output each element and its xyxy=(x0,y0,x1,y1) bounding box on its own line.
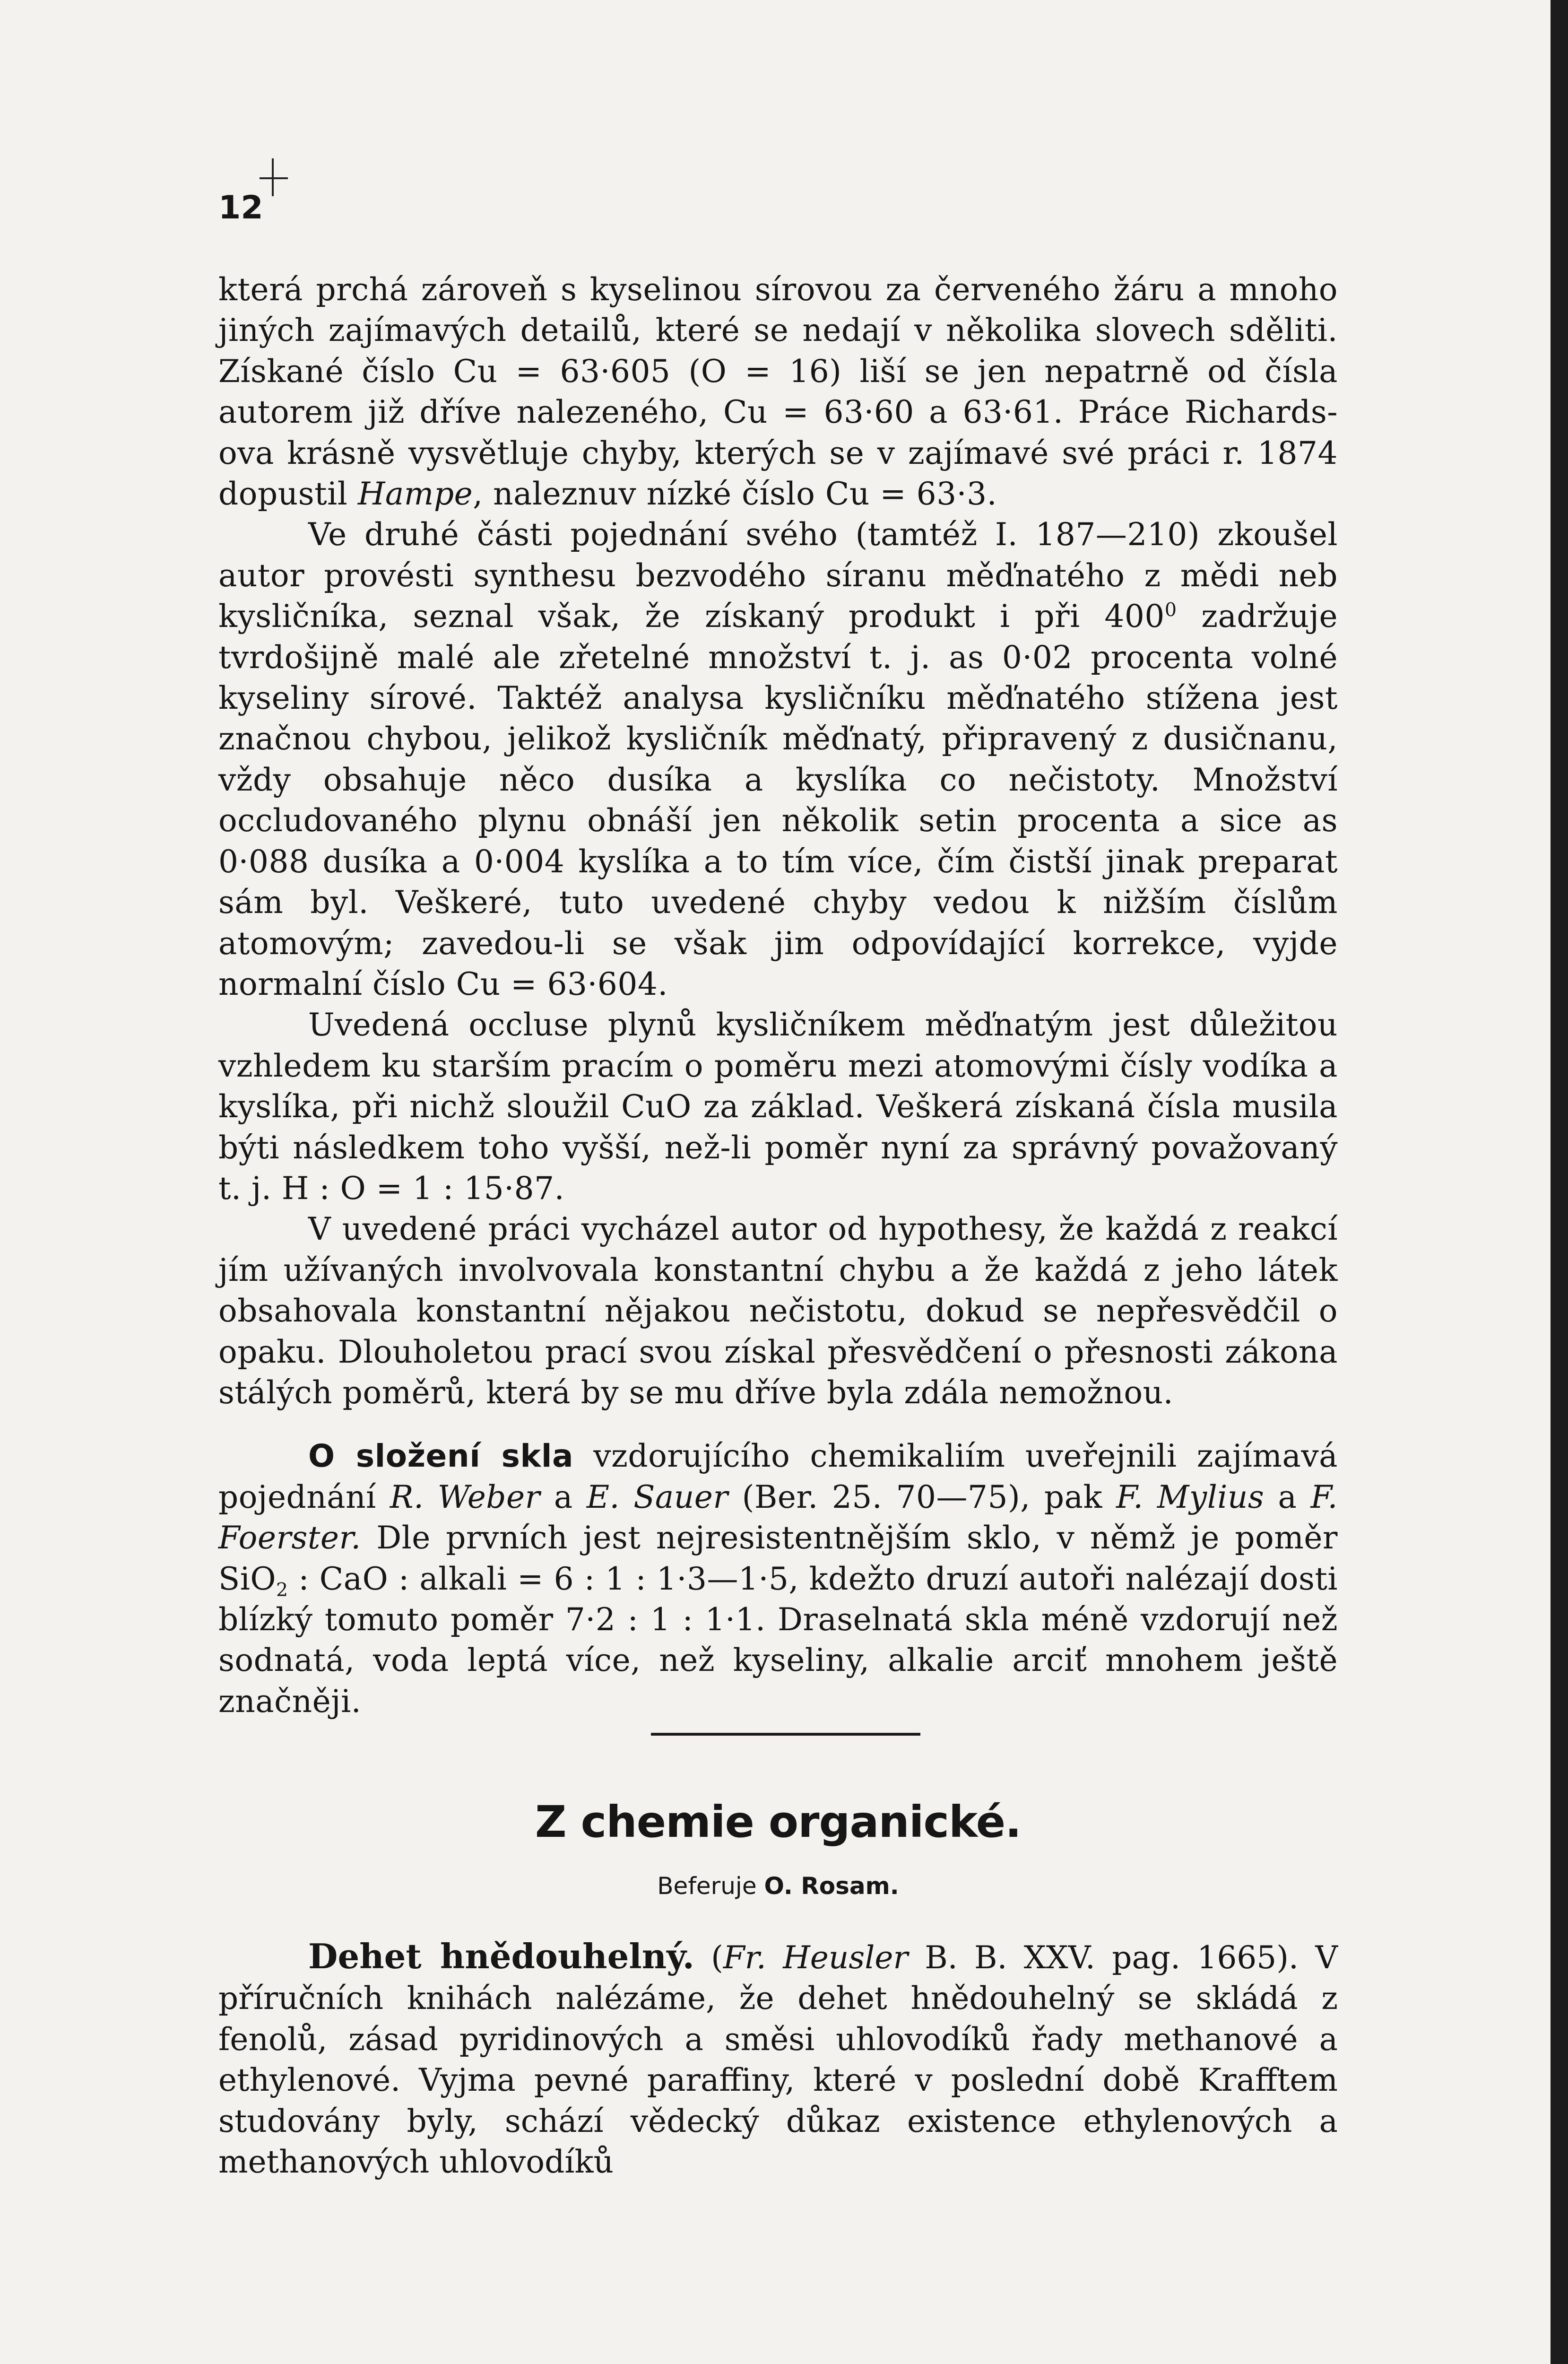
paragraph-5-and-1: a xyxy=(540,1478,587,1515)
citation-ref: B. B. XXV. pag. 1665). xyxy=(908,1939,1299,1976)
paragraph-1-text: která prchá zároveň s kyselinou sírovou za červeného žáru a mnoho jiných zajímavých detailů, které se nedají v několika slovech sděliti. Získané číslo Cu = 63·605 (O = 16) liší se jen nepatrně od čísla autorem již dříve nalezeného, Cu = 63·60 a 63·61. Práce Richards-ova krásně vysvětluje chyby, kterých se v zajímavé své práci r. 1874 dopustil xyxy=(218,271,1338,513)
author-mylius: F. Mylius xyxy=(1116,1478,1265,1515)
page-number: 12 xyxy=(218,189,263,226)
paragraph-5-text-d: : CaO : alkali = 6 : 1 : 1·3—1·5, kdežto druzí autoři nalézají dosti blízký tomuto poměr 7·2 : 1 : 1·1. Draselnatá skla méně vzdorují než sodnatá, voda leptá více, než kyseliny, alkalie arciť mnohem ještě značněji. xyxy=(218,1560,1338,1720)
degree-sup: 0 xyxy=(1164,599,1177,621)
paragraph-5-text-b: (Ber. 25. 70—75), pak xyxy=(728,1478,1117,1515)
paragraph-2-text-b: zadržuje tvrdošijně malé ale zřetelné množství t. j. as 0·02 procenta volné kyseliny sírové. Taktéž analysa kysličníku měďnatého stížena jest značnou chybou, jelikož kysličník měďnatý, připravený z dusičnanu, vždy obsahuje něco dusíka a kyslíka co nečistoty. Množství occludovaného plynu obnáší jen několik setin procenta a sice as 0·088 dusíka a 0·004 kyslíka a to tím více, čím čistší jinak preparat sám byl. Veškeré, tuto uvedené chyby vedou k nižším číslům atomovým; zavedou-li se však jim odpovídající korrekce, vyjde normalní číslo Cu = 63·604. xyxy=(218,598,1338,1002)
author-heusler: Fr. Heusler xyxy=(723,1939,908,1976)
scan-edge xyxy=(1551,0,1568,2364)
author-foerster: F. Foerster. xyxy=(218,1478,1338,1556)
reviewer-prefix: Beferuje xyxy=(657,1872,757,1900)
paragraph-3: Uvedená occluse plynů kysličníkem měďnatým jest důležitou vzhledem ku starším pracím o poměru mezi atomovými čísly vodíka a kyslíka, při nichž sloužil CuO za základ. Veškerá získaná čísla musila býti následkem toho vyšší, než-li poměr nyní za správný považovaný t. j. H : O = 1 : 15·87. xyxy=(218,1007,1338,1207)
author-hampe: Hampe xyxy=(357,476,473,513)
final-text xyxy=(218,1936,1338,2182)
reviewer-name: O. Rosam. xyxy=(764,1872,899,1900)
paren-open: ( xyxy=(694,1939,723,1976)
paragraph-5 xyxy=(218,1436,1338,1722)
paragraph-2-text-a: Ve druhé části pojednání svého (tamtéž I. 187—210) zkoušel autor provésti synthesu bezvodého síranu měďnatého z mědi neb kysličníka, seznal však, že získaný produkt i při 400 xyxy=(218,516,1338,635)
paragraph-1-end: , naleznuv nízké číslo Cu = 63·3. xyxy=(473,476,997,513)
paragraph-5-text-c: Dle prvních jest nejresistentnějším sklo, v němž je poměr SiO xyxy=(218,1520,1338,1597)
paragraph-5-text-a: vzdorujícího chemikaliím uveřejnili zajímavá pojednání xyxy=(218,1438,1338,1515)
author-weber: R. Weber xyxy=(390,1478,540,1515)
body-text xyxy=(218,269,1338,1722)
paragraph-4: V uvedené práci vycházel autor od hypothesy, že každá z reakcí jím užívaných involvovala konstantní chybu a že každá z jeho látek obsahovala konstantní nějakou nečistotu, dokud se nepřesvědčil o opaku. Dlouholetou prací svou získal přesvědčení o přesnosti zákona stálých poměrů, která by se mu dříve byla zdála nemožnou. xyxy=(218,1211,1338,1411)
paragraph-2 xyxy=(218,514,1338,1005)
section-heading: Z chemie organické. xyxy=(535,1797,1022,1847)
paragraph-6-text: V příručních knihách nalézáme, že dehet hnědouhelný se skládá z fenolů, zásad pyridinových a směsi uhlovodíků řady methanové a ethylenové. Vyjma pevné paraffiny, které v poslední době Krafftem studovány byly, schází vědecký důkaz existence ethylenových a methanových uhlovodíků xyxy=(218,1939,1338,2181)
paragraph-5-and-2: a xyxy=(1264,1478,1311,1515)
scan-crop-mark xyxy=(272,158,278,196)
glass-lead: O složení skla xyxy=(308,1438,573,1475)
paragraph-6 xyxy=(218,1936,1338,2182)
author-sauer: E. Sauer xyxy=(586,1478,728,1515)
reviewer-line xyxy=(218,1872,1338,1900)
silica-subscript: 2 xyxy=(276,1579,288,1601)
section-divider xyxy=(651,1733,920,1736)
tar-lead: Dehet hnědouhelný. xyxy=(308,1936,694,1976)
paragraph-1 xyxy=(218,269,1338,514)
